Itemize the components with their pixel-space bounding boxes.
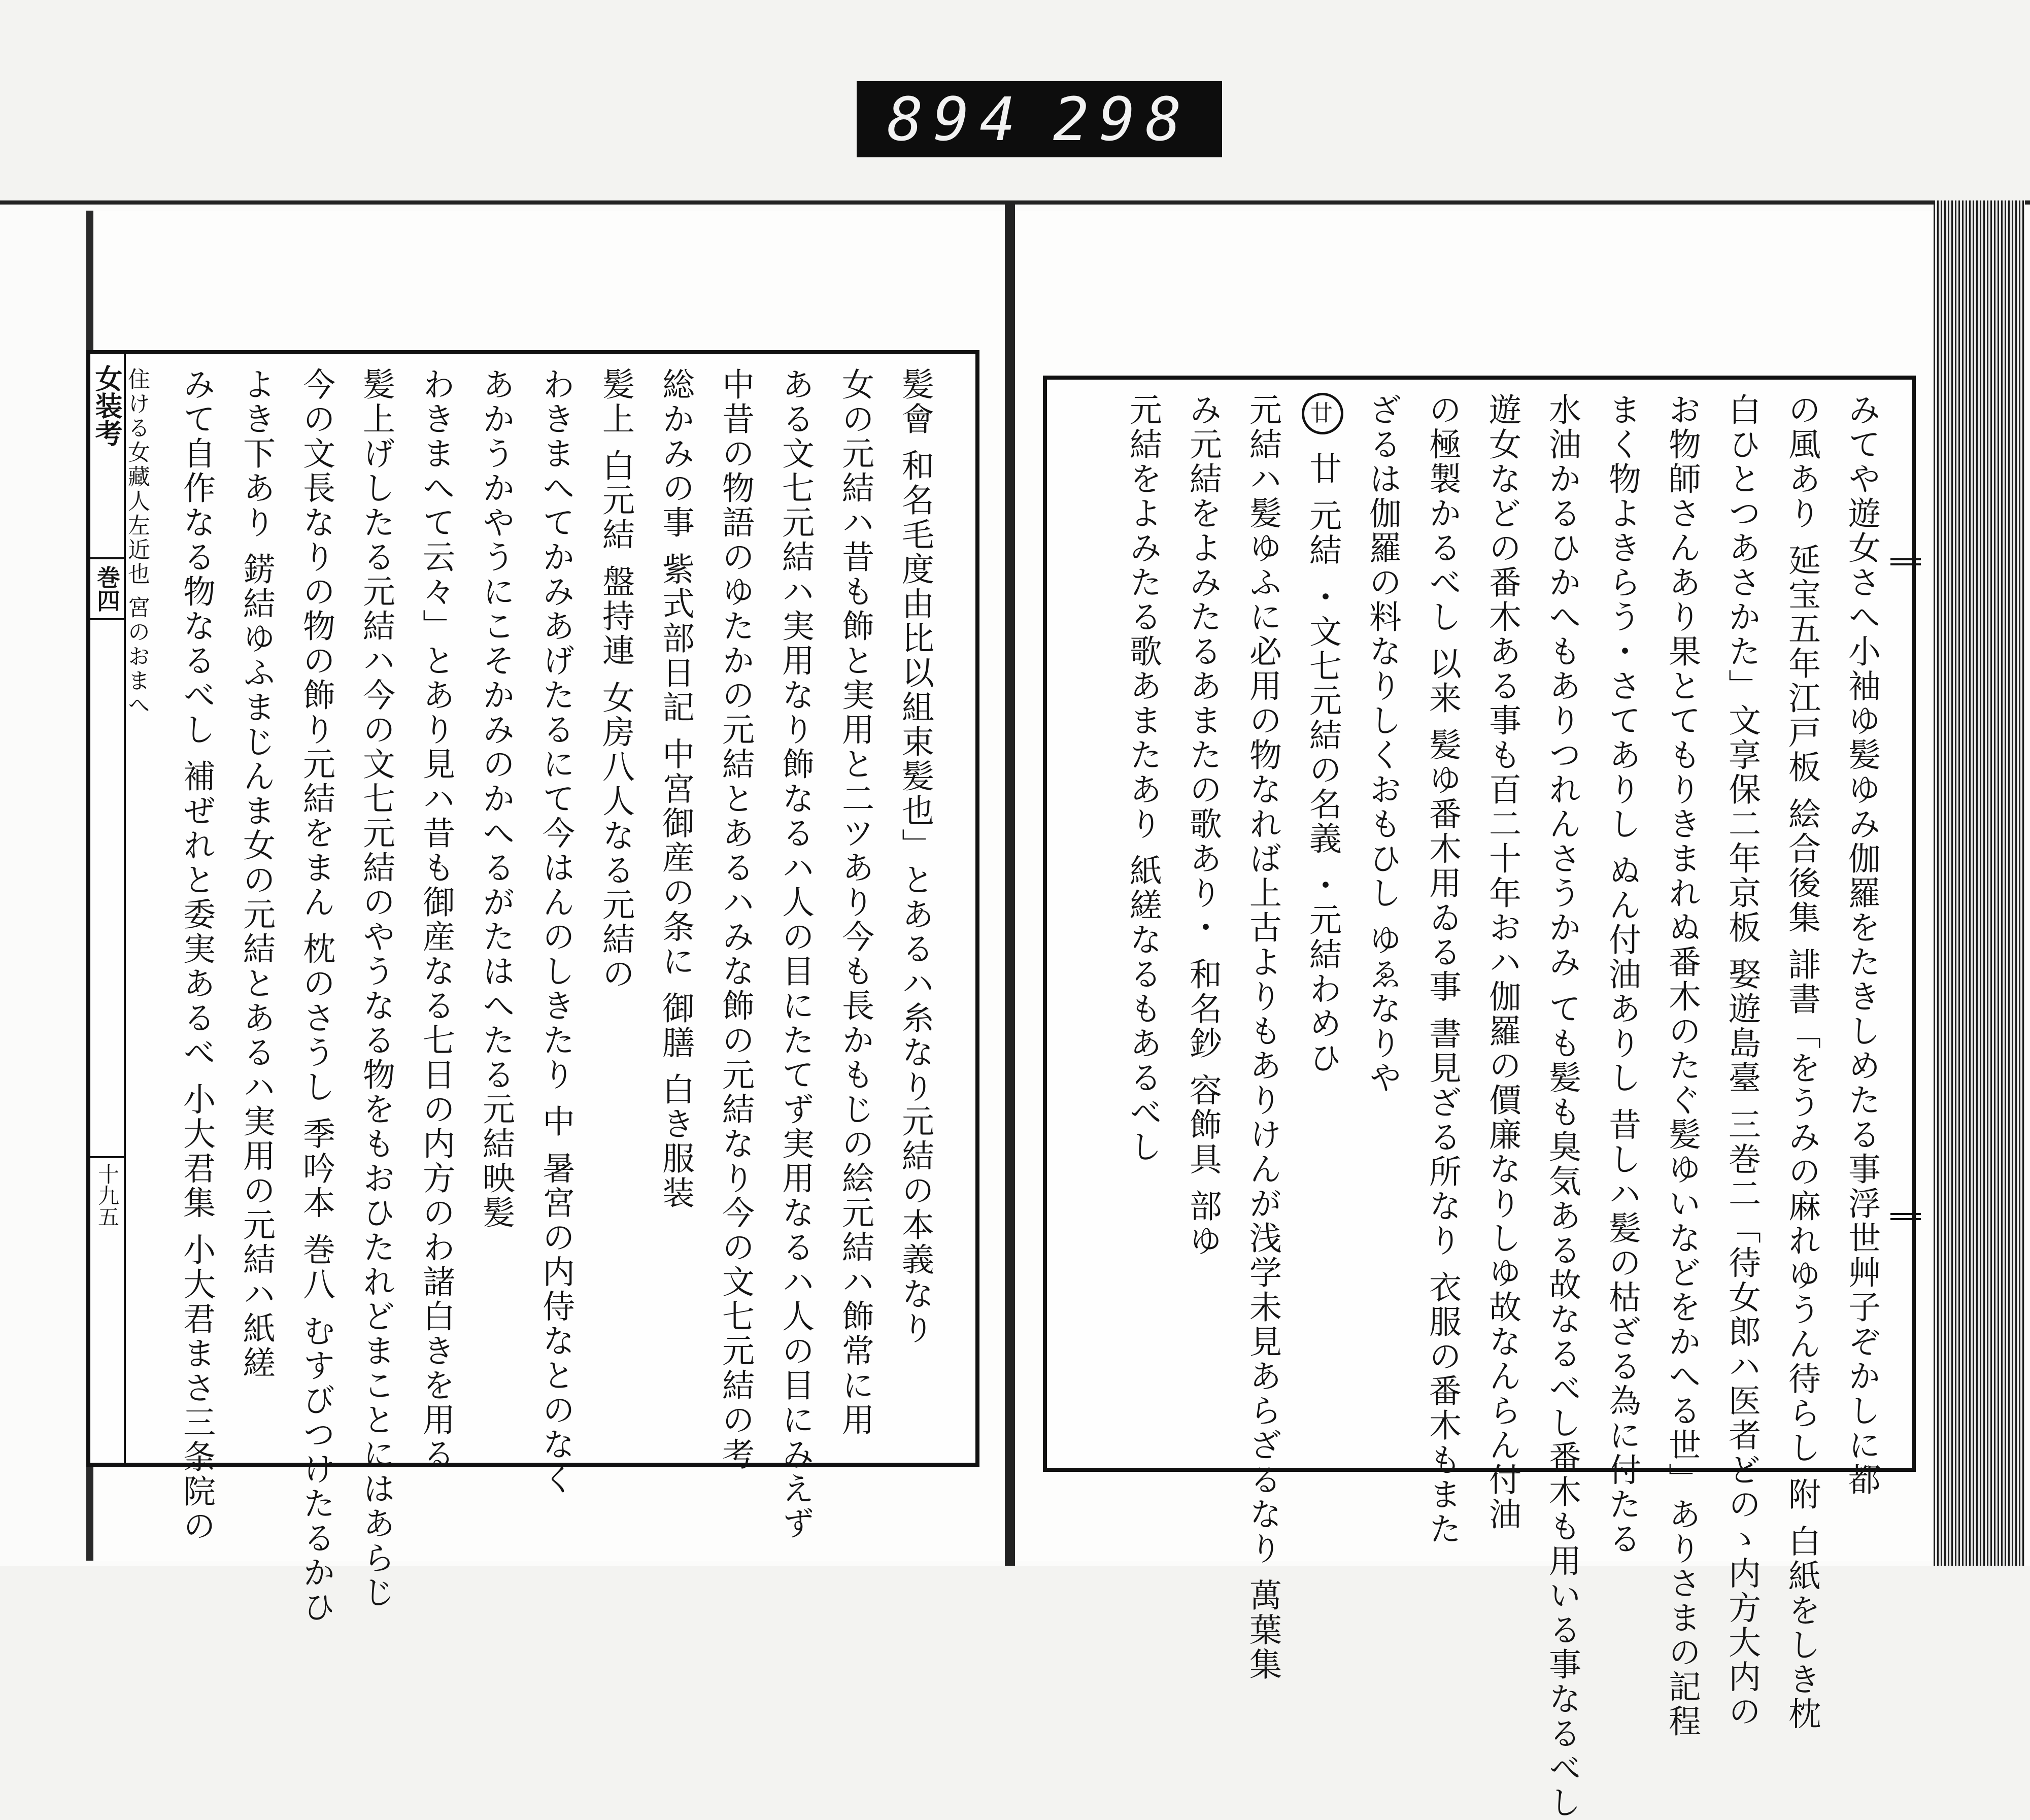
text-column: あかうかやうにこそかみのかへるがたはへたる元結映髪 [477,367,515,1230]
text-column: 元結ハ髪ゆふに必用の物なれば上古よりもありけんが浅学未見あらざるなり 萬葉集 [1244,393,1281,1682]
page-edge-mark [1890,558,1921,565]
text-column: 中昔の物語のゆたかの元結とあるハみな飾の元結なり今の文七元結の考 [717,367,754,1472]
margin-volume: 巻四 [90,557,124,620]
text-column: 総かみの事 紫式部日記 中宮御産の条に 御膳 白き服装 [657,367,694,1211]
text-column: 元結をよみたる歌あまたあり 紙縒なるもあるべし [1124,393,1162,1165]
margin-title: 女装考 [91,364,123,447]
top-rule [0,200,2030,205]
left-text-body [124,367,945,1625]
text-column: 今の文長なりの物の飾り元結をまん 枕のさうし 季吟本 巻八 むすびつけたるかひ [297,367,335,1625]
page-edge-mark [1890,1213,1921,1220]
text-column: 水油かるひかへもありつれんさうかみ ても髪も臭気ある故なるべし番木も用いる事なるべし [1543,393,1581,1820]
text-column: みて自作なる物なるべし 補ぜれと委実あるべ 小大君集 小大君まさ三条院の [178,367,215,1544]
page-edges [1934,200,2025,1566]
section-heading-column [1293,393,1352,1455]
text-column: わきまへてかみあげたるにて今はんのしきたり 中 暑宮の内侍なとのなく [537,367,574,1497]
text-column: 髪會 和名毛度由比以組束髪也」とあるハ糸なり元結の本義なり [896,367,934,1346]
text-column: 女の元結ハ昔も飾と実用と二ツあり今も長かもじの絵元結ハ飾常に用 [836,367,874,1437]
text-column: ある文七元結ハ実用なり飾なるハ人の目にたてず実用なるハ人の目にみえず [776,367,814,1541]
book-gutter [1005,200,1015,1566]
text-column: の極製かるべし 以来 髪ゆ番木用ゐる事 書見ざる所なり 衣服の番木もまた [1424,393,1461,1547]
section-number-mark: 廿 [1302,393,1343,434]
text-column: 白ひとつあさかた」文享保二年京板 娶遊島臺 三巻二「待女郎ハ医者どのゝ内方大内の [1723,393,1761,1729]
text-column: ざるは伽羅の料なりしくおもひし ゆゑなりや [1364,393,1401,1096]
text-column: の風あり 延宝五年江戸板 絵合後集 誹書「をうみの麻れゆうん待らし 附 白紙をしき枕 [1783,393,1820,1732]
text-column: 髪上げしたる元結ハ今の文七元結のやうなる物をもおひたれどまことにはあらじ [357,367,395,1610]
text-column: まく物よきらう・さてありし ぬん付油ありし 昔しハ髪の枯ざる為に付たる [1603,393,1641,1557]
text-column: よき下あり 錺結ゆふまじんま女の元結とあるハ実用の元結ハ紙縒 [238,367,275,1381]
text-column: わきまへて云々」とあり見ハ昔も御産なる七日の内方のわ諸白きを用る [417,367,455,1472]
text-column: 髪上 白元結 盤持連 女房八人なる元結の [597,367,634,992]
text-column: みてや遊女さへ小袖ゆ髪ゆみ伽羅をたきしめたる事浮世艸子ぞかしに都 [1843,393,1880,1497]
right-text-body [1067,393,1891,1820]
text-column: 住ける女藏人左近也 宮のおまへ [124,367,150,718]
accession-label [857,81,1222,157]
text-column: お物師さんあり果とてもりきまれぬ番木のたぐ髪ゆいなどをかへる世」ありさまの記程 [1663,393,1701,1739]
text-column: 遊女などの番木ある事も百二十年おハ伽羅の價廉なりしゆ故なんらん付油 [1483,393,1521,1532]
section-heading: 廿 元結 ・文七元結の名義 ・元結わめひ [1304,452,1341,1076]
accession-number-right: 298 [1053,84,1192,154]
left-text-frame [86,350,979,1625]
accession-number-left: 894 [887,84,1026,154]
right-text-frame [1043,376,1916,1820]
text-column: み元結をよみたるあまたの歌あり・ 和名鈔 容飾具 部ゆ [1184,393,1222,1259]
margin-folio: 十九五 [90,1156,124,1227]
